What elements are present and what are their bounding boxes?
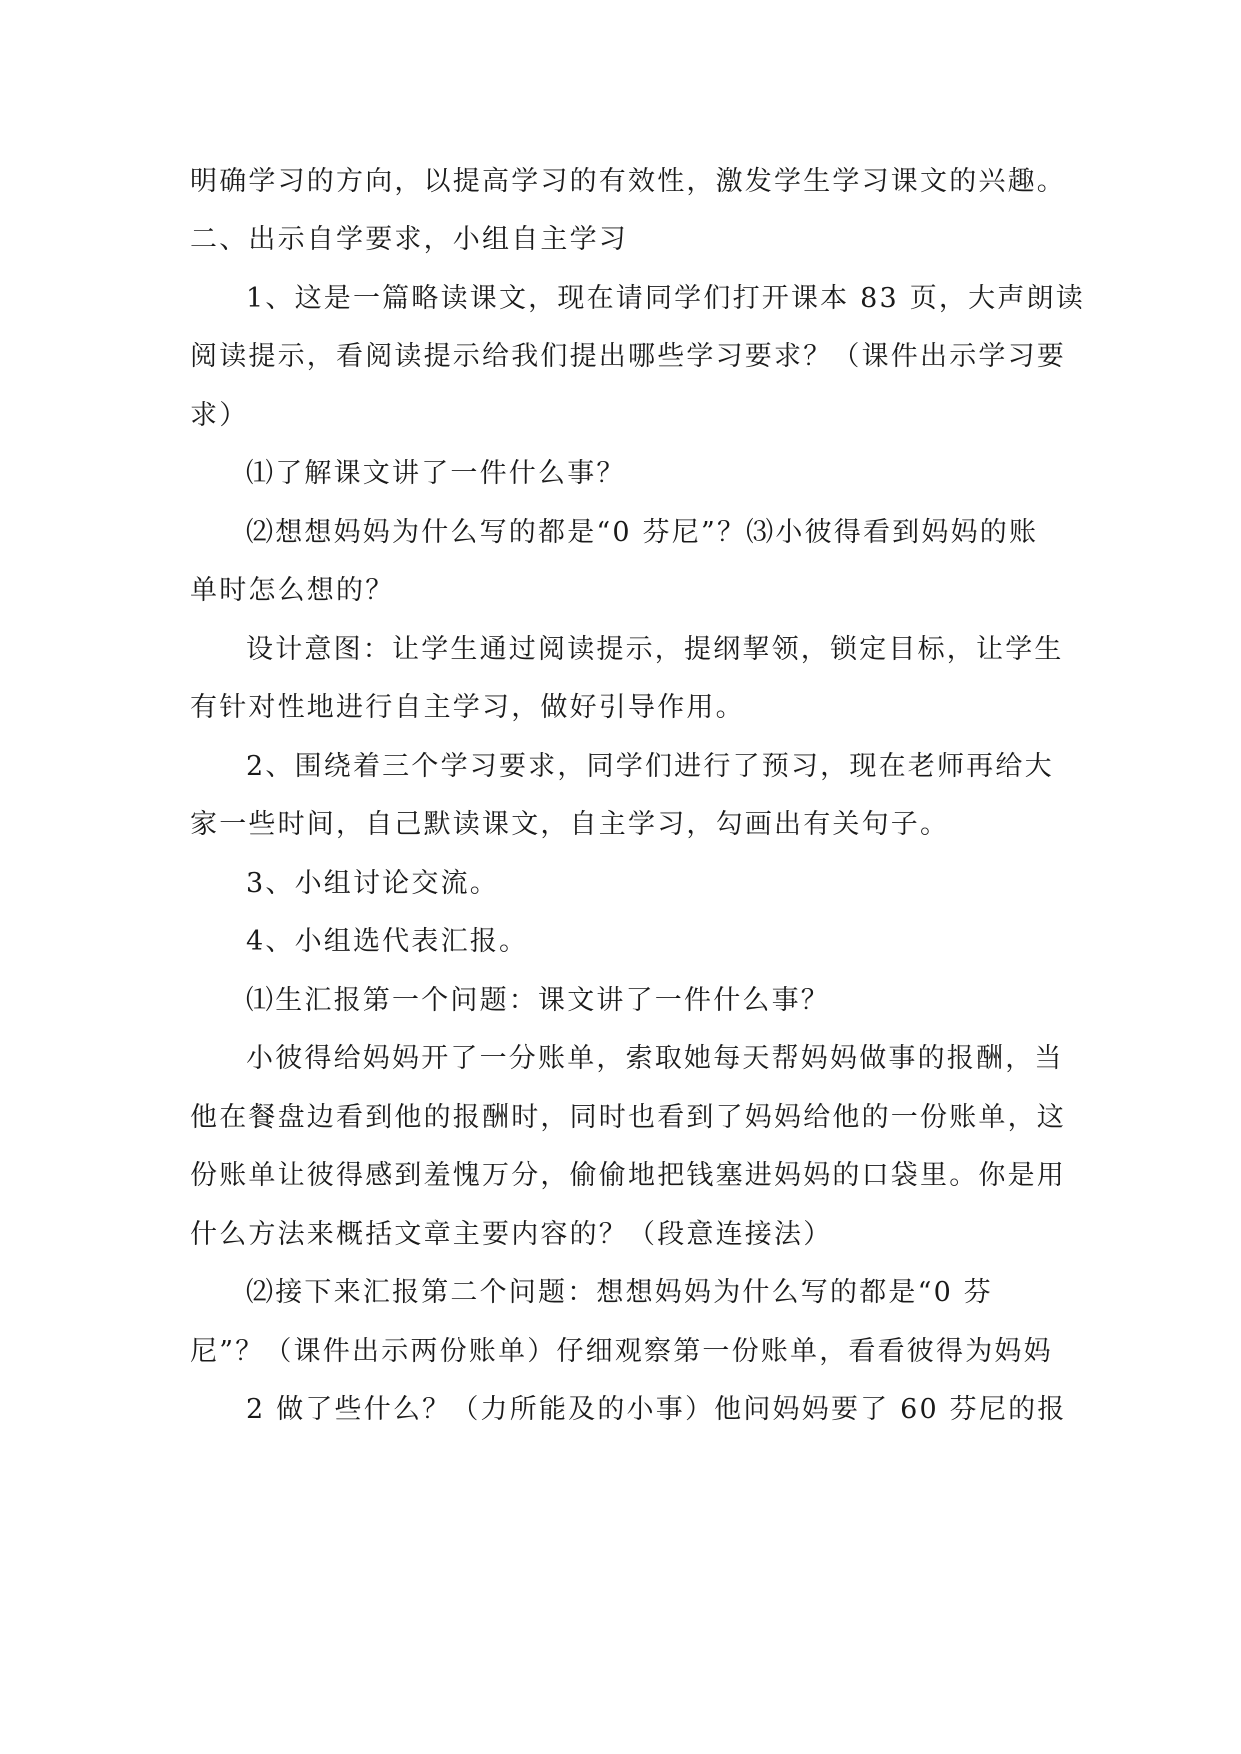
text-line: 求）	[190, 400, 249, 431]
text-line: 阅读提示，看阅读提示给我们提出哪些学习要求？（课件出示学习要	[190, 341, 1066, 372]
text-line: 有针对性地进行自主学习，做好引导作用。	[190, 692, 745, 723]
text-line: 4、小组选代表汇报。	[246, 926, 529, 957]
text-line: 家一些时间，自己默读课文，自主学习，勾画出有关句子。	[190, 809, 950, 840]
text-line: 他在餐盘边看到他的报酬时，同时也看到了妈妈给他的一份账单，这	[190, 1102, 1066, 1133]
text-line: 2 做了些什么？（力所能及的小事）他问妈妈要了 60 芬尼的报	[246, 1394, 1067, 1425]
text-line: 明确学习的方向，以提高学习的有效性，激发学生学习课文的兴趣。	[190, 166, 1066, 197]
text-line: 份账单让彼得感到羞愧万分，偷偷地把钱塞进妈妈的口袋里。你是用	[190, 1160, 1066, 1191]
text-line: 单时怎么想的？	[190, 575, 395, 606]
text-line: 尼”？（课件出示两份账单）仔细观察第一份账单，看看彼得为妈妈	[190, 1336, 1053, 1367]
text-line: 3、小组讨论交流。	[246, 868, 499, 899]
text-line: 小彼得给妈妈开了一分账单，索取她每天帮妈妈做事的报酬，当	[246, 1043, 1064, 1074]
text-line: ⑵接下来汇报第二个问题：想想妈妈为什么写的都是“0 芬	[246, 1277, 993, 1308]
section-heading: 二、出示自学要求，小组自主学习	[190, 224, 628, 255]
text-line: 2、围绕着三个学习要求，同学们进行了预习，现在老师再给大	[246, 751, 1054, 782]
text-line: ⑴生汇报第一个问题：课文讲了一件什么事？	[246, 985, 830, 1016]
text-line: ⑴了解课文讲了一件什么事？	[246, 458, 626, 489]
text-line: 设计意图：让学生通过阅读提示，提纲挈领，锁定目标，让学生	[246, 634, 1064, 665]
text-line: 什么方法来概括文章主要内容的？（段意连接法）	[190, 1219, 833, 1250]
text-line: 1、这是一篇略读课文，现在请同学们打开课本 83 页，大声朗读	[246, 283, 1085, 314]
text-line: ⑵想想妈妈为什么写的都是“0 芬尼”？⑶小彼得看到妈妈的账	[246, 517, 1039, 548]
